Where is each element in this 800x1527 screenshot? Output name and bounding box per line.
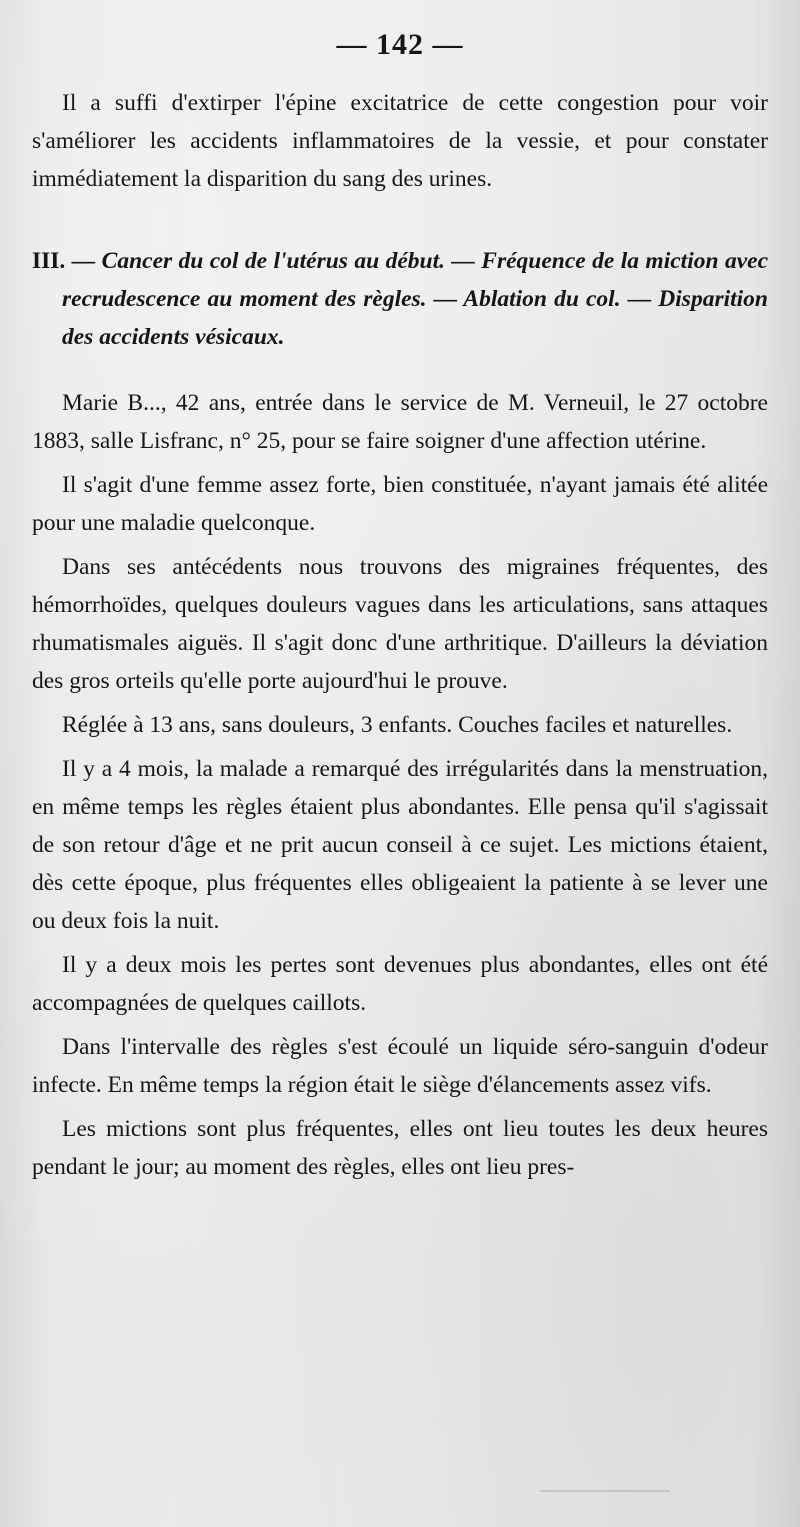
- paragraph-menses-history: Réglée à 13 ans, sans douleurs, 3 enfants. Couches faciles et naturelles.: [62, 712, 733, 738]
- paragraph-two-months: Il y a deux mois les pertes sont devenues plus abondantes, elles ont été accompagnées de quelques caillots.: [32, 952, 768, 1016]
- print-smudge: [540, 1490, 670, 1492]
- section-numeral: III.: [32, 248, 66, 274]
- page-number: — 142 —: [336, 28, 464, 61]
- section-title: — Cancer du col de l'utérus au début. — Fréquence de la miction avec recrudescence au moment des règles. — Ablation du col. — Disparition des accidents vésicaux.: [62, 248, 769, 350]
- paragraph-four-months: Il y a 4 mois, la malade a remarqué des irrégularités dans la menstruation, en même temps les règles étaient plus abondantes. Elle pensa qu'il s'agissait de son retour d'âge et ne prit aucun conseil à ce sujet. Les mictions étaient, dès cette époque, plus fréquentes elles obligeaient la patiente à se lever une ou deux fois la nuit.: [32, 756, 768, 934]
- paragraph-constitution: Il s'agit d'une femme assez forte, bien constituée, n'ayant jamais été alitée pour une maladie quelconque.: [32, 472, 768, 536]
- paragraph-antecedents: Dans ses antécédents nous trouvons des migraines fréquentes, des hémorrhoïdes, quelques douleurs vagues dans les articulations, sans attaques rhumatismales aiguës. Il s'agit donc d'une arthritique. D'ailleurs la déviation des gros orteils qu'elle porte aujourd'hui le prouve.: [32, 554, 768, 694]
- paragraph-mictions: Les mictions sont plus fréquentes, elles ont lieu toutes les deux heures pendant le jour; au moment des règles, elles ont lieu pres-: [32, 1116, 768, 1180]
- section-heading: [32, 242, 768, 356]
- paragraph-patient-intro: Marie B..., 42 ans, entrée dans le service de M. Verneuil, le 27 octobre 1883, salle Lisfranc, n° 25, pour se faire soigner d'une affection utérine.: [32, 390, 768, 454]
- page-body: [32, 84, 768, 1186]
- paragraph-discharge: Dans l'intervalle des règles s'est écoulé un liquide séro-sanguin d'odeur infecte. En même temps la région était le siège d'élancements assez vifs.: [32, 1034, 768, 1098]
- paragraph-intro: Il a suffi d'extirper l'épine excitatrice de cette congestion pour voir s'améliorer les accidents inflammatoires de la vessie, et pour constater immédiatement la disparition du sang des urines.: [32, 90, 768, 192]
